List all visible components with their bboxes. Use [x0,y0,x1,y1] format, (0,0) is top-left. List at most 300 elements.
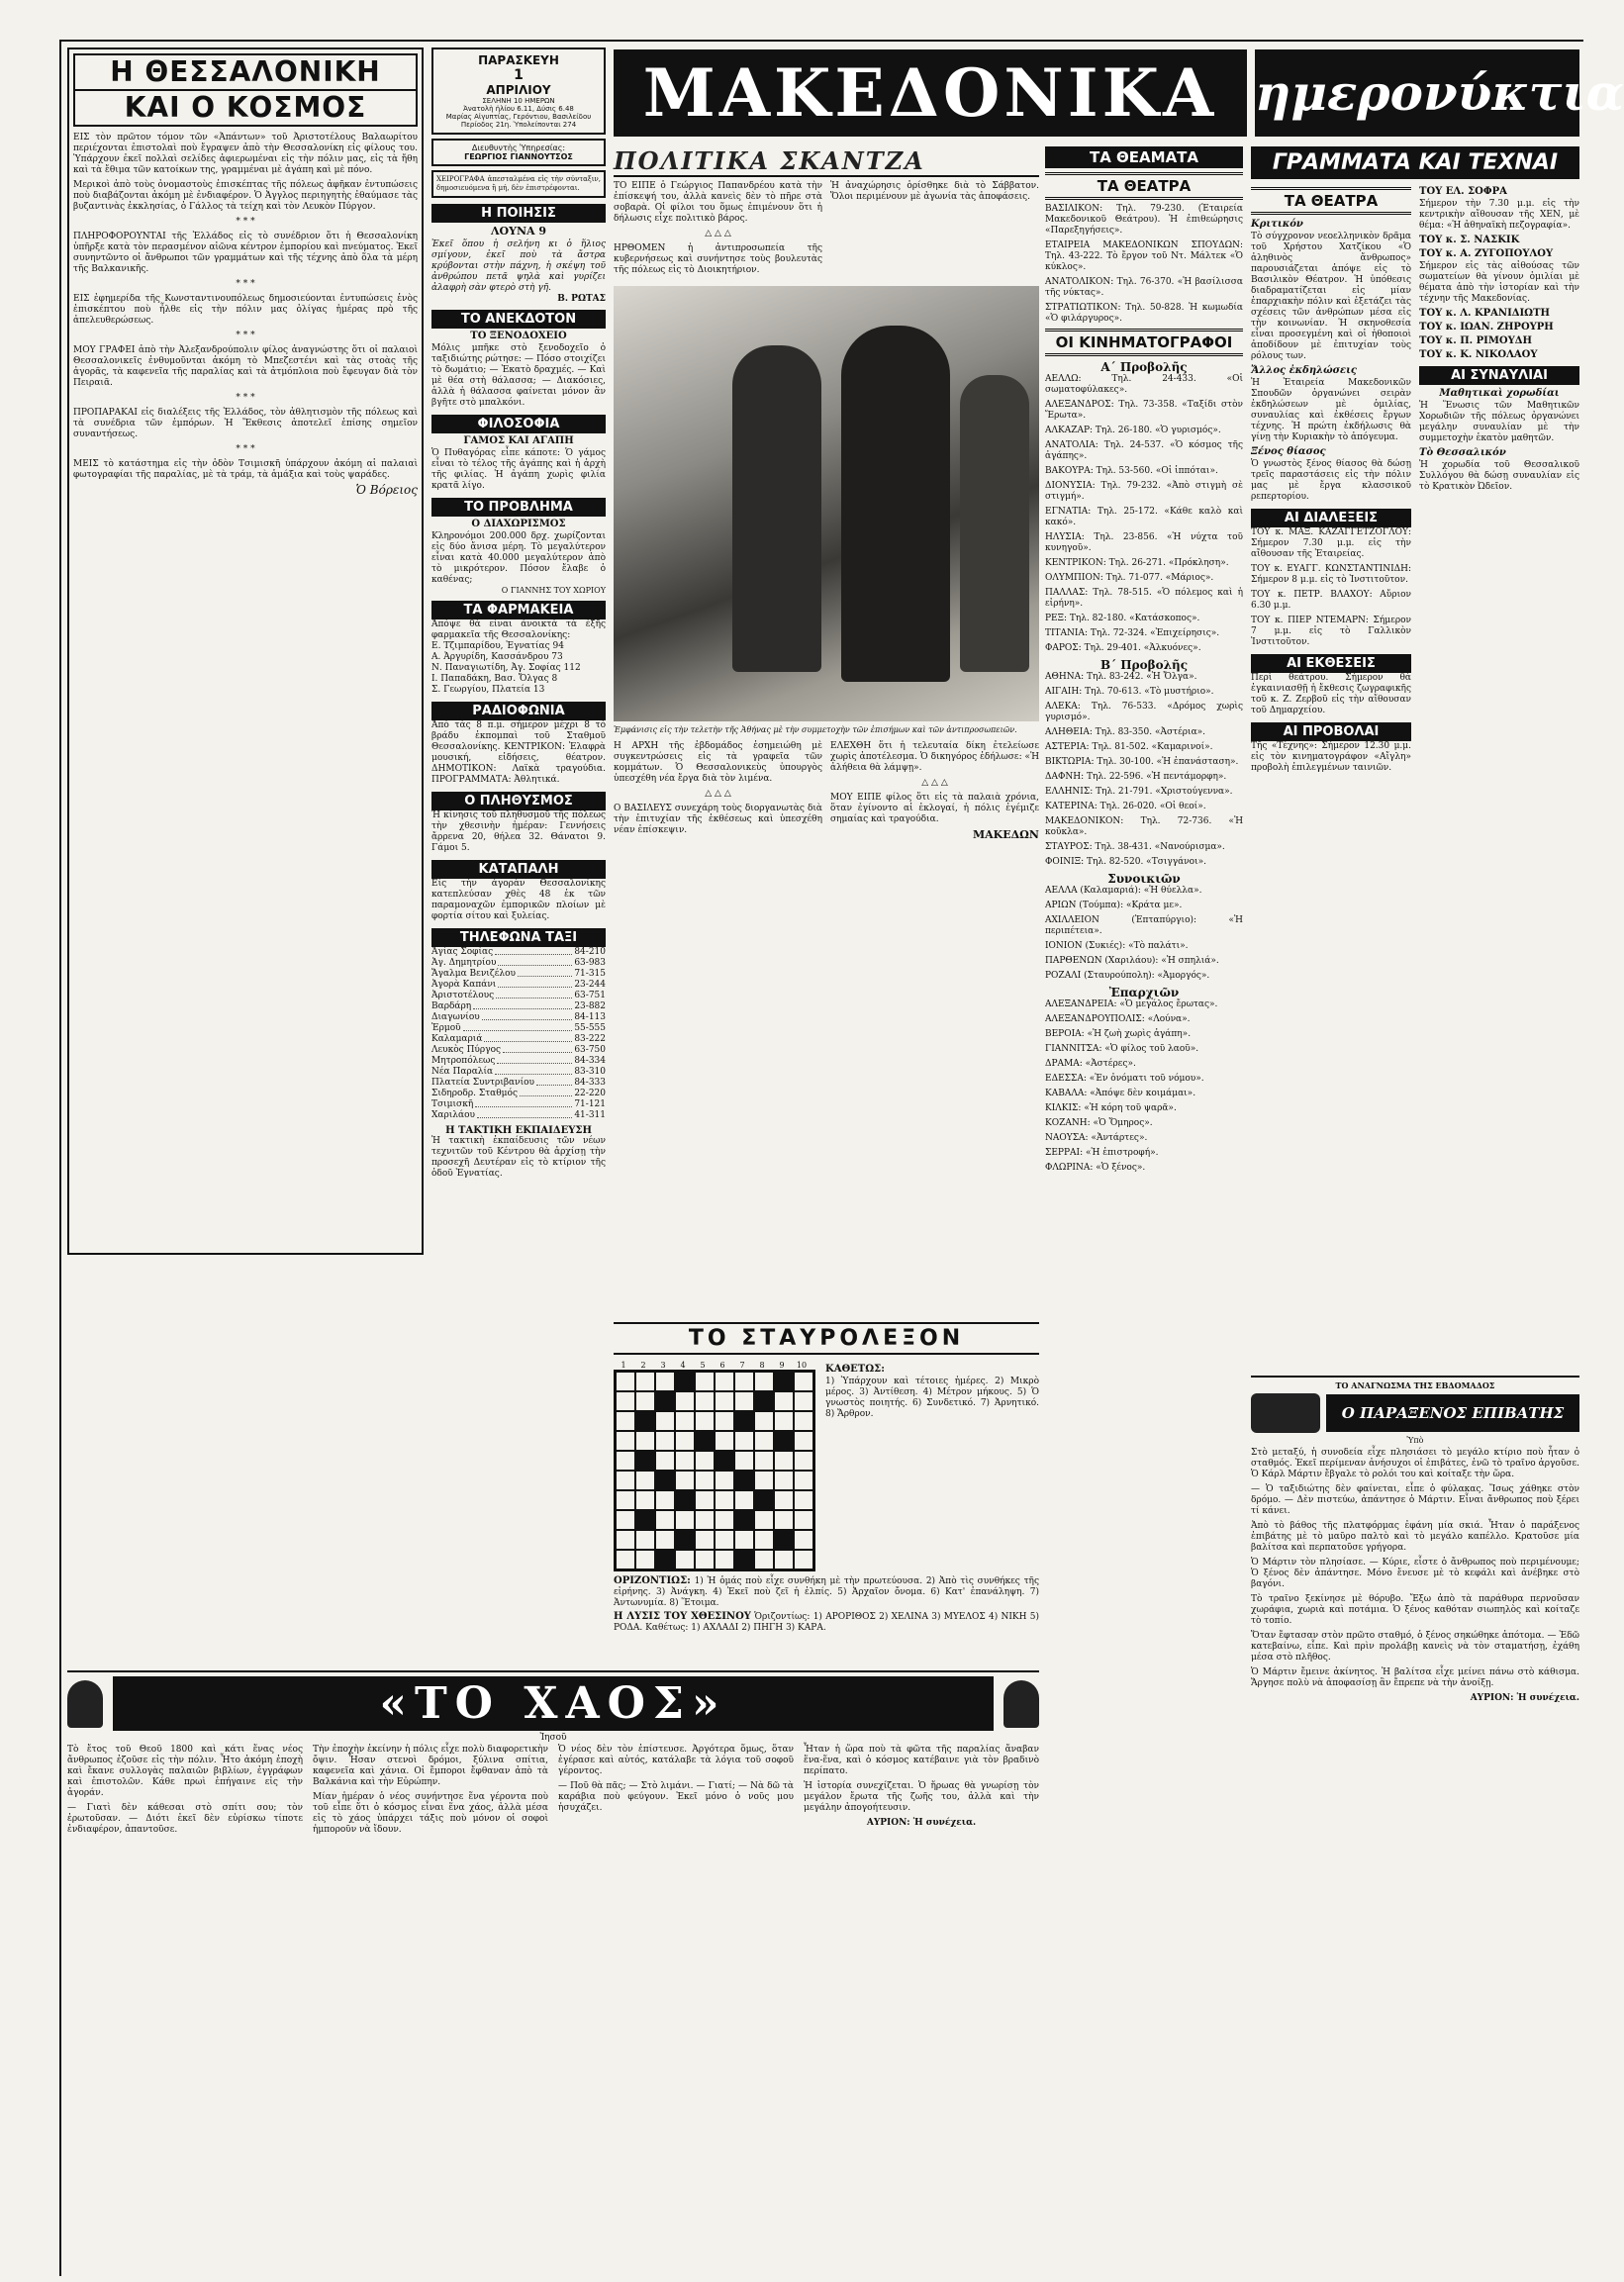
first-run-list [1045,374,1243,654]
speaker-name: ΤΟΥ κ. Σ. ΝΑΣΚΙΚ [1419,235,1520,245]
list-item: ΕΛΛΗΝΙΣ: Τηλ. 21-791. «Χριστούγεννα». [1045,787,1233,797]
list-item: Ε. Τζιμπαρίδου, Ἐγνατίας 94 [431,641,564,651]
crossword-cell [715,1510,734,1530]
list-item: ΚΙΛΚΙΣ: «Ἡ κόρη τοῦ ψαρᾶ». [1045,1103,1177,1113]
taxi-phones-list [431,947,606,1121]
date-num: 1 [514,67,524,83]
taxi-phone-row [431,1089,606,1099]
taxi-stand-name: Ἑρμοῦ [431,1023,461,1033]
arts-theatre-title: ΤΑ ΘΕΑΤΡΑ [1251,187,1411,215]
crossword-cell [655,1490,675,1510]
neighbourhood-list [1045,886,1243,982]
features-column [431,48,606,1255]
list-item: ΠΑΛΛΑΣ: Τηλ. 78-515. «Ὁ πόλεμος καὶ ἡ εἰρήνη». [1045,588,1243,609]
crossword-cell [695,1471,715,1490]
paragraph: ΠΛΗΡΟΦΟΡΟΥΝΤΑΙ τῆς Ἑλλάδος εἰς τὸ συνέδριον ὅτι ἡ Θεσσαλονίκη ὑπῆρξε κατὰ τὸν περασμένον αἰῶνα κέντρον ἐμπορίου καὶ πνεύματος. Ἐκεῖ συνηντῶντο οἱ ἄνθρωποι τῶν γραμμάτων καὶ τῆς τέχνης ἀπὸ ὅλα τὰ μέρη τῆς Βαλκανικῆς. [73,232,418,274]
list-item: ΟΛΥΜΠΙΟΝ: Τηλ. 71-077. «Μάριος». [1045,573,1214,583]
crossword-black-square [675,1372,695,1391]
crossword-black-square [695,1431,715,1451]
leader-dots [463,1023,573,1031]
taxi-phone-row [431,1001,606,1012]
list-item: ΝΑΟΥΣΑ: «Ἀντάρτες». [1045,1133,1148,1143]
paragraph: ΕΛΕΧΘΗ ὅτι ἡ τελευταία δίκη ἐτελείωσε χωρὶς ἀποτέλεσμα. Ὁ δικηγόρος ἐδήλωσε: «Ἡ ἀλήθεια θὰ λάμψῃ». [830,741,1039,773]
crossword-cell [695,1490,715,1510]
crossword-cell [734,1372,754,1391]
list-item: ΤΟΥ κ. ΕΥΑΓΓ. ΚΩΝΣΤΑΝΤΙΝΙΔΗ: Σήμερον 8 μ.μ. εἰς τὸ Ἰνστιτοῦτον. [1251,564,1411,585]
theatres-title: ΤΑ ΘΕΑΤΡΑ [1045,172,1243,200]
crossword-cell [754,1530,774,1550]
crossword-cell [754,1372,774,1391]
column-number: 2 [640,1361,646,1370]
list-item: ΕΔΕΣΣΑ: «Ἐν ὀνόματι τοῦ νόμου». [1045,1074,1204,1084]
separator: * * * [236,444,255,454]
crossword-cell [774,1490,794,1510]
paragraph: Ἡ ἀναχώρησις ὁρίσθηκε διὰ τὸ Σάββατον. Ὅλοι περιμένουν μὲ ἀγωνία τὰς ἀποφάσεις. [830,181,1039,202]
list-item: ΣΕΡΡΑΙ: «Ἡ ἐπιστροφή». [1045,1148,1159,1158]
column-number: 8 [759,1361,765,1370]
crossword-cell [675,1510,695,1530]
crossword-section [614,1322,1039,1663]
crossword-cell [794,1510,813,1530]
list-item: ΚΕΝΤΡΙΚΟΝ: Τηλ. 26-271. «Πρόκληση». [1045,558,1229,568]
second-run-title: Β΄ Προβολῆς [1099,658,1189,672]
figure-illustration-right [1003,1680,1039,1728]
crossword-cell [794,1451,813,1471]
crossword-cell [754,1510,774,1530]
manuscripts-note: ΧΕΙΡΟΓΡΑΦΑ ἀπεσταλμένα εἰς τὴν σύνταξιν, δημοσιευόμενα ἢ μή, δὲν ἐπιστρέφονται. [431,170,606,198]
provinces-list [1045,999,1243,1174]
shows-column [1045,146,1243,2264]
thessalian-title: Τὸ Θεσσαλικόν [1419,447,1506,458]
list-item: ΤΙΤΑΝΙΑ: Τηλ. 72-324. «Ἐπιχείρησις». [1045,628,1220,638]
figure-illustration-left [67,1680,103,1728]
list-item: Ν. Παναγιωτίδη, Ἀγ. Σοφίας 112 [431,663,581,673]
paragraph: ΗΡΘΟΜΕΝ ἡ ἀντιπροσωπεία τῆς κυβερνήσεως καὶ συνήντησε τοὺς βουλευτὰς τῆς πόλεως εἰς τὸ Διοικητήριον. [614,243,822,275]
taxi-stand-name: Λευκὸς Πύργος [431,1045,502,1055]
crossword-cell [695,1510,715,1530]
training-text: Ἡ τακτικὴ ἐκπαίδευσις τῶν νέων τεχνιτῶν τοῦ Κέντρου θὰ ἀρχίσῃ τὴν προσεχῆ Δευτέραν εἰς τὸ κτίριον τῆς ὁδοῦ Ἐγνατίας. [431,1136,606,1179]
crossword-cell [695,1411,715,1431]
crossword-cell [794,1431,813,1451]
poem-name: ΛΟΥΝΑ 9 [490,225,547,238]
paragraph: Ὅταν ἔφτασαν στὸν πρῶτο σταθμό, ὁ ξένος σηκώθηκε ἀπότομα. — Ἐδῶ κατεβαίνω, εἶπε. Καὶ πρὶν προλάβῃ κανεὶς νὰ τὸν σταματήσῃ, ἐχάθη μέσα στὸ πλῆθος. [1251,1631,1579,1663]
talk-title: ΤΟΥ ΕΛ. ΣΟΦΡΑ [1419,186,1507,197]
taxi-phone-number: 84-334 [574,1056,606,1066]
crossword-cell [715,1550,734,1569]
chaos-column-c [558,1745,794,1840]
list-item: ΤΟΥ κ. ΜΑΞ. ΚΑΖΑΓΓΕΤΖΟΓΛΟΥ: Σήμερον 7.30 μ.μ. εἰς τὴν αἴθουσαν τῆς Ἑταιρείας. [1251,527,1411,559]
cinemas-title: ΟΙ ΚΙΝΗΜΑΤΟΓΡΑΦΟΙ [1045,329,1243,356]
crossword-cell [616,1550,635,1569]
crossword-cell [616,1530,635,1550]
politics-section [614,146,1039,1314]
crossword-black-square [734,1510,754,1530]
column-number: 6 [719,1361,725,1370]
photo-figure-right [960,375,1029,672]
list-item: ΙΟΝΙΟΝ (Συκιές): «Τὸ παλάτι». [1045,941,1189,951]
arts-column-a [1251,183,1411,774]
crossword-cell [734,1530,754,1550]
list-item: ΑΕΛΛΑ (Καλαμαριά): «Ἡ θύελλα». [1045,886,1202,896]
paragraph: Στὸ μεταξύ, ἡ συνοδεία εἶχε πλησιάσει τὸ μεγάλο κτίριο ποὺ ἦταν ὁ σταθμός. Ἐκεῖ περίμεναν ἀνήσυχοι οἱ ἐπιβάτες, ἐνῶ τὸ τραῖνο ἀργοῦσε. Ὁ Κάρλ Μάρτιν ἔβγαλε τὸ ρολόι του καὶ κοίταξε τὴν ὥρα. [1251,1448,1579,1479]
taxi-phone-row [431,1067,606,1078]
editor-label: Διευθυντὴς Ὑπηρεσίας: [471,143,566,152]
column-number: 9 [779,1361,785,1370]
taxi-phone-number: 84-113 [574,1012,606,1022]
solution-text: Ὁριζοντίως: 1) ΑΡΟΡΙΘΟΣ 2) ΧΕΛΙΝΑ 3) ΜΥΕΛΟΣ 4) ΝΙΚΗ 5) ΡΟΔΑ. Καθέτως: 1) ΑΧΛΑΔΙ 2) ΠΗΓΗ 3) ΚΑΡΑ. [614,1612,1039,1633]
taxi-phone-row [431,947,606,958]
crossword-cell [774,1411,794,1431]
crossword-black-square [734,1550,754,1569]
leader-dots [495,947,572,955]
crossword-cell [675,1451,695,1471]
shipping-text: Εἰς τὴν ἀγορὰν Θεσσαλονίκης κατεπλεύσαν χθὲς 48 ἐκ τῶν παραμοναχῶν ἐμπορικῶν πλοίων μὲ φορτία σίτου καὶ ξυλείας. [431,879,606,921]
solution-title: Η ΛΥΣΙΣ ΤΟΥ ΧΘΕΣΙΝΟΥ [614,1611,751,1622]
poetry-title: Η ΠΟΙΗΣΙΣ [431,204,606,223]
crossword-cell [675,1550,695,1569]
chaos-column-a [67,1745,303,1840]
politics-text-top [614,181,1039,280]
shows-title: ΤΑ ΘΕΑΜΑΤΑ [1045,146,1243,168]
taxi-phone-number: 63-750 [574,1045,606,1055]
crossword-cell [754,1451,774,1471]
taxi-phone-row [431,1045,606,1056]
list-item: ΑΛΚΑΖΑΡ: Τηλ. 26-180. «Ὁ γυρισμός». [1045,426,1221,435]
list-item: ΚΑΤΕΡΙΝΑ: Τηλ. 26-020. «Οἱ θεοί». [1045,802,1206,811]
arts-section [1251,146,1579,1364]
politics-title: ΠΟΛΙΤΙΚΑ ΣΚΑΝΤΖΑ [614,146,1039,177]
crossword-cell [616,1431,635,1451]
anecdote-text: Μόλις μπῆκε στὸ ξενοδοχεῖο ὁ ταξιδιώτης ρώτησε: — Πόσο στοιχίζει τὸ δωμάτιο; — Ἐκατὸ δραχμές. — Καὶ μὲ θέα στὴ θάλασσα; — Διακόσιες, ἀλλὰ ἡ θάλασσα φαίνεται μόνον ἂν βγῆτε στὸ μπαλκόνι. [431,343,606,408]
paragraph: ΠΡΟΠΑΡΑΚΑΙ εἰς διαλέξεις τῆς Ἑλλάδος, τὸν ἀθλητισμὸν τῆς πόλεως καὶ τὰ συνέδρια τῶν ἐμπόρων. Ἡ Ἔκθεσις ἀποτελεῖ ἐπίσης σημεῖον συναντήσεως. [73,408,418,439]
taxi-stand-name: Ἄγαλμα Βενιζέλου [431,969,516,979]
taxi-stand-name: Σιδηροδρ. Σταθμός [431,1089,518,1098]
list-item: ΑΛΕΞΑΝΔΡΕΙΑ: «Ὁ μεγάλος ἔρωτας». [1045,999,1218,1009]
paragraph: Τὴν ἐποχὴν ἐκείνην ἡ πόλις εἶχε πολὺ διαφορετικὴν ὄψιν. Ἦσαν στενοὶ δρόμοι, ξύλινα σπίτια, καφενεῖα καὶ χάνια. Οἱ ἔμποροι ἔφθαναν ἀπὸ τὰ Βαλκάνια καὶ τὴν Εὐρώπην. [313,1745,548,1787]
paragraph: Η ΑΡΧΗ τῆς ἑβδομάδος ἐσημειώθη μὲ συγκεντρώσεις εἰς τὰ γραφεῖα τῶν κομμάτων. Ὁ Θεσσαλονικεὺς ὑπουργὸς ὑπεσχέθη νέα ἔργα διὰ τὸν λιμένα. [614,741,822,784]
separator: △ △ △ [921,778,948,788]
list-item: ΚΑΒΑΛΑ: «Ἀπόψε δὲν κοιμάμαι». [1045,1089,1196,1098]
crossword-cell [734,1490,754,1510]
list-item: ΚΟΖΑΝΗ: «Ὁ Ὅμηρος». [1045,1118,1153,1128]
taxi-stand-name: Ἀριστοτέλους [431,991,495,1000]
taxi-stand-name: Ἀγ. Δημητρίου [431,958,497,968]
continuation-note: ΑΥΡΙΟΝ: Ἡ συνέχεια. [866,1818,977,1828]
paragraph: Ὁ νέος δὲν τὸν ἐπίστευσε. Ἀργότερα ὅμως, ὅταν ἐγέρασε καὶ αὐτός, κατάλαβε τὰ λόγια τοῦ σοφοῦ γέροντος. [558,1745,794,1776]
philosophy-text: Ὁ Πυθαγόρας εἶπε κάποτε: Ὁ γάμος εἶναι τὸ τέλος τῆς ἀγάπης καὶ ἡ ἀρχὴ τῆς φιλίας. Ἡ ἀγάπη χωρὶς φιλία κρατᾶ λίγο. [431,448,606,491]
pharmacies-title: ΤΑ ΦΑΡΜΑΚΕΙΑ [431,601,606,619]
crossword-cell [774,1550,794,1569]
anecdote-subtitle: ΤΟ ΞΕΝΟΔΟΧΕΙΟ [470,331,567,341]
column-number: 10 [796,1361,808,1370]
speaker-name: ΤΟΥ κ. Λ. ΚΡΑΝΙΔΙΩΤΗ [1419,308,1550,319]
taxi-phone-number: 83-310 [574,1067,606,1077]
taxi-phone-number: 84-210 [574,947,606,957]
taxi-phone-number: 55-555 [574,1023,606,1033]
column-number: 4 [680,1361,686,1370]
screenings-text: Τῆς «Τέχνης»: Σήμερον 12.30 μ.μ. εἰς τὸν κινηματογράφον «Αἴγλη» προβολὴ ἐπιλεγμένων ταινιῶν. [1251,741,1411,773]
list-item: ΜΑΚΕΔΟΝΙΚΟΝ: Τηλ. 72-736. «Ἡ κοῦκλα». [1045,816,1243,837]
column-number: 1 [621,1361,626,1370]
list-item: ΑΧΙΛΛΕΙΟΝ (Ἐπταπύργιο): «Ἡ περιπέτεια». [1045,915,1243,936]
crossword-cell [715,1391,734,1411]
taxi-stand-name: Τσιμισκῆ [431,1099,474,1109]
taxi-stand-name: Πλατεία Συντριβανίου [431,1078,535,1088]
crossword-black-square [715,1451,734,1471]
paragraph: ΜΟΥ ΓΡΑΦΕΙ ἀπὸ τὴν Ἀλεξανδρούπολιν φίλος ἀναγνώστης ὅτι οἱ παλαιοὶ Θεσσαλονικεῖς ἐνθυμοῦνται ἀκόμη τὸ Μπεζεστένι καὶ τὰς στοὰς τῆς ἀγορᾶς, τὰ καφενεῖα τῆς παραλίας καὶ τὰ ἀτμόπλοια ποὺ ἔφευγαν διὰ τὸν Πειραιᾶ. [73,345,418,388]
crossword-grid [614,1370,815,1571]
crossword-cell [794,1391,813,1411]
taxi-phone-number: 41-311 [574,1110,606,1120]
taxi-phone-row [431,958,606,969]
list-item: ΤΟΥ κ. ΠΕΤΡ. ΒΛΑΧΟΥ: Αὔριον 6.30 μ.μ. [1251,590,1411,611]
concerts-title: ΑΙ ΣΥΝΑΥΛΙΑΙ [1419,366,1579,385]
car-illustration [1251,1393,1320,1433]
paragraph: — Ποῦ θὰ πᾶς; — Στὸ λιμάνι. — Γιατί; — Νὰ δῶ τὰ καράβια ποὺ φεύγουν. Ἐκεῖ μόνο ὁ νοῦς μου ἡσυχάζει. [558,1781,794,1813]
exhibitions-title: ΑΙ ΕΚΘΕΣΕΙΣ [1251,654,1411,673]
crossword-cell [695,1550,715,1569]
period-info: Περίοδος 21η. Ὑπολείπονται 274 [460,121,577,129]
taxi-phone-number: 63-751 [574,991,606,1000]
crossword-black-square [774,1372,794,1391]
politics-column-d [830,741,1039,844]
list-item: Ι. Παπαδάκη, Βασ. Ὄλγας 8 [431,674,558,684]
paragraph: Μίαν ἡμέραν ὁ νέος συνήντησε ἕνα γέροντα ποὺ τοῦ εἶπε ὅτι ὁ κόσμος εἶναι ἕνα χάος, ἀλλὰ μέσα εἰς τὸ χάος ὑπάρχει τάξις ποὺ μόνον οἱ σοφοὶ ἠμποροῦν νὰ ἴδουν. [313,1792,548,1835]
crossword-cell [695,1530,715,1550]
separator: △ △ △ [705,229,731,238]
taxi-stand-name: Ἀγορὰ Καπάνι [431,980,497,990]
speaker-name: ΤΟΥ κ. Α. ΖΥΓΟΠΟΥΛΟΥ [1419,248,1554,259]
crossword-cell [655,1411,675,1431]
masthead-subtitle: ημερονύκτια [1255,49,1579,137]
crossword-cell [655,1372,675,1391]
list-item: ΑΕΛΛΩ: Τηλ. 24-433. «Οἱ σωματοφύλακες». [1045,374,1243,395]
critique-title: Κριτικόν [1251,219,1303,230]
paragraph: ΕΙΣ τὸν πρῶτον τόμον τῶν «Ἀπάντων» τοῦ Ἀριστοτέλους Βαλαωρίτου περιέχονται ἐπιστολαὶ ποὺ ἔγραψεν ἀπὸ τὴν Θεσσαλονίκη εἰς φίλους του. Ὑπάρχουν ἐκεῖ πολλαὶ σελίδες ἀφιερωμέναι εἰς τὴν πόλιν μας, εἰς τὰ ἤθη καὶ τὰ ἔθιμα τῶν κατοίκων της, γραμμέναι μὲ ἀγάπη καὶ μὲ πόνο. [73,133,418,175]
list-item: ΠΑΡΘΕΝΩΝ (Χαριλάου): «Ἡ σπηλιά». [1045,956,1219,966]
list-item: ΗΛΥΣΙΑ: Τηλ. 23-856. «Ἡ νύχτα τοῦ κυνηγοῦ». [1045,532,1243,553]
crossword-cell [616,1510,635,1530]
crossword-cell [794,1471,813,1490]
crossword-cell [774,1451,794,1471]
paragraph: ΜΕΙΣ τὸ κατάστημα εἰς τὴν ὁδὸν Τσιμισκῆ ὑπάρχουν ἀκόμη αἱ παλαιαὶ φωτογραφίαι τῆς παραλίας, μὲ τὰ τράμ, τὰ ἁμάξια καὶ τοὺς ψαράδες. [73,459,418,480]
vertical-title: ΚΑΘΕΤΩΣ: [825,1364,885,1375]
story-title: Ο ΠΑΡΑΞΕΝΟΣ ΕΠΙΒΑΤΗΣ [1326,1394,1579,1432]
taxi-phone-number: 23-244 [574,980,606,990]
crossword-cell [695,1451,715,1471]
lectures-title: ΑΙ ΔΙΑΛΕΞΕΙΣ [1251,509,1411,527]
crossword-clues-vertical [825,1361,1039,1571]
screenings-title: ΑΙ ΠΡΟΒΟΛΑΙ [1251,722,1411,741]
crossword-cell [655,1431,675,1451]
column-number: 5 [700,1361,706,1370]
list-item: ΣΤΡΑΤΙΩΤΙΚΟΝ: Τηλ. 50-828. Ἡ κωμωδία «Ὁ φιλάργυρος». [1045,303,1243,324]
list-item: ΑΛΗΘΕΙΑ: Τηλ. 83-350. «Ἀστέρια». [1045,727,1206,737]
paragraph: ΤΟ ΕΙΠΕ ὁ Γεώργιος Παπανδρέου κατὰ τὴν ἐπίσκεψή του, ἀλλὰ κανεὶς δὲν τὸ πῆρε στὰ σοβαρὰ. Οἱ φίλοι του ὅμως ἐπιμένουν ὅτι ἡ δήλωσις εἶχε πολιτικὸ βάρος. [614,181,822,224]
crossword-cell [635,1372,655,1391]
crossword-grid-wrap [614,1361,815,1571]
other-events-title: Ἄλλος ἐκδηλώσεις [1251,365,1358,376]
chaos-title: «ΤΟ ΧΑΟΣ» [113,1676,994,1731]
crossword-black-square [675,1490,695,1510]
provinces-title: Ἐπαρχιῶν [1108,986,1180,999]
crossword-cell [715,1372,734,1391]
crossword-black-square [774,1530,794,1550]
crossword-cell [616,1372,635,1391]
taxi-phone-number: 23-882 [574,1001,606,1011]
crossword-body [614,1361,1039,1571]
taxi-phone-number: 22-220 [574,1089,606,1098]
crossword-column-numbers [614,1361,815,1370]
list-item: ΑΙΓΑΙΗ: Τηλ. 70-613. «Τὸ μυστήριο». [1045,687,1214,697]
crossword-black-square [675,1530,695,1550]
crossword-cell [715,1471,734,1490]
masthead-title: ΜΑΚΕΔΟΝΙΚΑ [614,49,1247,137]
crossword-cell [715,1431,734,1451]
foreign-troupe-title: Ξένος θίασος [1251,446,1326,457]
choirs-subtitle: Μαθητικαὶ χορωδίαι [1439,388,1560,399]
taxi-phone-number: 71-121 [574,1099,606,1109]
crossword-cell [695,1372,715,1391]
crossword-cell [675,1471,695,1490]
paragraph: — Ὁ ταξιδιώτης δὲν φαίνεται, εἶπε ὁ φύλακας. Ἴσως χάθηκε στὸν δρόμο. — Δὲν πιστεύω, ἀπάντησε ὁ Μάρτιν. Εἶναι ἄνθρωπος ποὺ ξέρει τί κάνει. [1251,1484,1579,1516]
crossword-cell [794,1530,813,1550]
philosophy-subtitle: ΓΑΜΟΣ ΚΑΙ ΑΓΑΠΗ [463,435,574,446]
crossword-cell [754,1411,774,1431]
taxi-phone-row [431,969,606,980]
poet-name: Β. ΡΩΤΑΣ [557,294,606,304]
list-item: ΑΣΤΕΡΙΑ: Τηλ. 81-502. «Καμαρινοί». [1045,742,1213,752]
crossword-cell [635,1490,655,1510]
editor-name: ΓΕΩΡΓΙΟΣ ΓΙΑΝΝΟΥΤΣΟΣ [464,152,573,161]
separator: * * * [236,279,255,289]
list-item: ΒΑΚΟΥΡΑ: Τηλ. 53-560. «Οἱ ἱππόται». [1045,466,1218,476]
separator: * * * [236,331,255,340]
leader-dots [518,969,572,977]
population-text: Ἡ κίνησις τοῦ πληθυσμοῦ τῆς πόλεως τὴν χθεσινὴν ἡμέραν: Γεννήσεις ἄρρενα 20, θήλεα 32. Θάνατοι 9. Γάμοι 5. [431,810,606,853]
leader-dots [482,1012,573,1020]
crossword-black-square [734,1471,754,1490]
paragraph: — Γιατὶ δὲν κάθεσαι στὸ σπίτι σου; τὸν ἐρωτοῦσαν. — Διότι ἐκεῖ δὲν εὑρίσκω τίποτε ἐνδιαφέρον, ἀπαντοῦσε. [67,1803,303,1835]
continuation-note: ΑΥΡΙΟΝ: Ἡ συνέχεια. [1470,1693,1579,1703]
vertical-clues: 1) Ὑπάρχουν καὶ τέτοιες ἡμέρες. 2) Μικρὸ μέρος. 3) Ἀντίθεση. 4) Μέτρον μήκους. 5) Ὁ γνωστὸς ποιητής. 6) Συνδετικό. 7) Ἀρνητικό. 8) Ἄρθρον. [825,1377,1039,1419]
story-section [1251,1376,1579,2266]
horizontal-clues: 1) Ἡ ὁμάς ποὺ εἶχε συνθήκη μὲ τὴν πρωτεύουσα. 2) Ἀπὸ τὶς συνθήκες τῆς εἰρήνης. 3) Ἀνάγκη. 4) Ἐκεῖ ποὺ ζεῖ ἡ ἐλπίς. 5) Ἀρχαῖον ὄνομα. 6) Κατ' ἐπανάληψη. 7) Ἀντωνυμία. 8) Ἕτοιμα. [614,1576,1039,1608]
list-item: Α. Ἀργυρίδη, Κασσάνδρου 73 [431,652,563,662]
talk-text: Σήμερον τὴν 7.30 μ.μ. εἰς τὴν κεντρικὴν αἴθουσαν τῆς ΧΕΝ, μὲ θέμα: «Ἡ ἀθηναϊκὴ πεζογραφία». [1419,199,1579,231]
crossword-cell [635,1550,655,1569]
training-title: Η ΤΑΚΤΙΚΗ ΕΚΠΑΙΔΕΥΣΗ [445,1125,592,1136]
date-box [431,48,606,135]
paragraph: Τὸ ἔτος τοῦ Θεοῦ 1800 καὶ κάτι ἕνας νέος ἄνθρωπος ἐζοῦσε εἰς τὴν πόλιν. Ἦτο ἀκόμη ἐποχὴ καὶ ἔκανε συλλογὰς παλαιῶν βιβλίων, ἐγγράφων καὶ ἐπιστολῶν. Κάθε πρωὶ ἐπήγαινε εἰς τὴν ἀγοράν. [67,1745,303,1798]
column-body [73,133,418,496]
column-number: 7 [739,1361,745,1370]
choirs-text: Ἡ Ἕνωσις τῶν Μαθητικῶν Χορωδιῶν τῆς πόλεως ὀργανώνει μεγάλην συναυλίαν μὲ τὴν συμμετοχὴν ἑκατὸν μαθητῶν. [1419,401,1579,443]
taxi-phone-number: 83-222 [574,1034,606,1044]
crossword-cell [794,1550,813,1569]
anecdote-title: ΤΟ ΑΝΕΚΔΟΤΟΝ [431,310,606,329]
crossword-cell [635,1471,655,1490]
problem-signature: Ο ΓΙΑΝΝΗΣ ΤΟΥ ΧΩΡΙΟΥ [501,586,606,595]
masthead [614,49,1624,141]
speakers-text: Σήμερον εἰς τὰς αἰθούσας τῶν σωματείων θὰ γίνουν ὁμιλίαι μὲ θέματα ἀπὸ τὴν ἱστορίαν καὶ τὴν τέχνην τῆς Μακεδονίας. [1419,261,1579,304]
paragraph: Ο ΒΑΣΙΛΕΥΣ συνεχάρη τοὺς διοργανωτὰς διὰ τὴν ἐπιτυχίαν τῆς ἐκθέσεως καὶ ὑπεσχέθη νέαν ἐπίσκεψιν. [614,804,822,835]
taxi-stand-name: Ἀγίας Σοφίας [431,947,494,957]
moon-info: ΣΕΛΗΝΗ 10 ΗΜΕΡΩΝ [482,97,555,105]
critique-text: Τὸ σύγχρονον νεοελληνικὸν δρᾶμα τοῦ Χρήστου Χατζίκου «Ὁ ἀληθινὸς ἄνθρωπος» παρουσιάζεται ἀπόψε εἰς τὸ Βασιλικὸν Θέατρον. Ἡ ὑπόθεσις διαδραματίζεται εἰς μίαν ἐπαρχιακὴν πόλιν καὶ ἐξετάζει τὰς σχέσεις τῶν ἀνθρώπων μέσα εἰς τὴν κοινωνίαν. Ἡ σκηνοθεσία εἶναι προσεγμένη καὶ οἱ ἠθοποιοὶ ἀποδίδουν μὲ ἐπιτυχίαν τοὺς ρόλους των. [1251,232,1411,361]
crossword-solution [614,1611,1039,1634]
crossword-cell [794,1372,813,1391]
crossword-black-square [754,1391,774,1411]
news-photo [614,286,1039,721]
chaos-section [67,1670,1039,2269]
list-item: ΡΕΞ: Τηλ. 82-180. «Κατάσκοπος». [1045,614,1200,623]
paragraph: Ἡ ἱστορία συνεχίζεται. Ὁ ἥρωας θὰ γνωρίσῃ τὸν μεγάλον ἔρωτα τῆς ζωῆς του, ἀλλὰ καὶ τὴν μεγάλην ἀπογοήτευσιν. [804,1781,1039,1813]
paragraph: Ἦταν ἡ ὥρα ποὺ τὰ φῶτα τῆς παραλίας ἄναβαν ἕνα-ἕνα, καὶ ὁ κόσμος κατέβαινε γιὰ τὸν βραδινὸ περίπατο. [804,1745,1039,1776]
radio-text: Ἀπὸ τὰς 8 π.μ. σήμερον μέχρι 8 τὸ βράδυ ἐκπομπαὶ τοῦ Σταθμοῦ Θεσσαλονίκης. ΚΕΝΤΡΙΚΟΝ: Ἐλαφρὰ μουσική, εἰδήσεις, θέατρον. ΔΗΜΟΤΙΚΟΝ: Λαϊκὰ τραγούδια. ΠΡΟΓΡΑΜΜΑΤΑ: Ἀθλητικά. [431,720,606,785]
crossword-black-square [655,1391,675,1411]
crossword-cell [635,1431,655,1451]
list-item: Σ. Γεωργίου, Πλατεία 13 [431,685,545,695]
list-item: ΒΑΣΙΛΙΚΟΝ: Τηλ. 79-230. (Ἑταιρεία Μακεδονικοῦ Θεάτρου). Ἡ ἐπιθεώρησις «Παρεξηγήσεις». [1045,204,1243,236]
taxi-phone-row [431,991,606,1001]
poem-text: Ἐκεῖ ὅπου ἡ σελήνη κι ὁ ἥλιος σμίγουν, ἐκεῖ ποὺ τὰ ἄστρα κρύβονται στὴν πάχνη, ἡ σκέψη τοῦ ἀνθρώπου πετᾶ ψηλὰ καὶ γυρίζει ἀλαφρὴ σὰν φτερὸ στὴ γῆ. [431,239,606,293]
crossword-cell [616,1471,635,1490]
taxi-phone-row [431,1056,606,1067]
taxi-phone-number: 63-983 [574,958,606,968]
taxi-phone-number: 84-333 [574,1078,606,1088]
paragraph: Ἀπὸ τὸ βάθος τῆς πλατφόρμας ἐφάνη μία σκιά. Ἦταν ὁ παράξενος ἐπιβάτης μὲ τὸ μαῦρο παλτὸ καὶ τὸ μεγάλο καπέλλο. Κρατοῦσε μία βαλίτσα καὶ περπατοῦσε γρήγορα. [1251,1521,1579,1553]
crossword-cell [695,1391,715,1411]
thessaloniki-column [67,48,424,1255]
crossword-cell [774,1510,794,1530]
list-item: ΒΙΚΤΩΡΙΑ: Τηλ. 30-100. «Ἡ ἐπανάσταση». [1045,757,1239,767]
leader-dots [536,1078,572,1086]
photo-figure-left [732,345,821,672]
chaos-column-d [804,1745,1039,1840]
crossword-cell [734,1431,754,1451]
foreign-troupe-text: Ὁ γνωστὸς ξένος θίασος θὰ δώσῃ τρεῖς παραστάσεις εἰς τὴν πόλιν μας μὲ ἔργα κλασσικοῦ ρεπερτορίου. [1251,459,1411,502]
crossword-cell [734,1391,754,1411]
taxi-phone-row [431,1099,606,1110]
crossword-cell [635,1391,655,1411]
list-item: ΑΛΕΚΑ: Τηλ. 76-533. «Δρόμος χωρὶς γυρισμό». [1045,702,1243,722]
leader-dots [497,1056,572,1064]
problem-text: Κληρονόμοι 200.000 δρχ. χωρίζονται εἰς δύο ἄνισα μέρη. Τὸ μεγαλύτερον εἶναι κατὰ 40.000 μεγαλύτερον ἀπὸ τὸ μικρότερον. Πόσον ἔλαβε ὁ καθένας; [431,531,606,585]
chaos-columns [67,1745,1039,1840]
crossword-black-square [655,1471,675,1490]
crossword-cell [754,1550,774,1569]
editor-box [431,139,606,166]
speaker-name: ΤΟΥ κ. Κ. ΝΙΚΟΛΑΟΥ [1419,349,1538,360]
list-item: ΕΓΝΑΤΙΑ: Τηλ. 25-172. «Κάθε καλὸ καὶ κακό». [1045,507,1243,527]
crossword-cell [675,1411,695,1431]
chaos-subtitle: Ἰησοῦ [539,1733,567,1743]
population-title: Ο ΠΛΗΘΥΣΜΟΣ [431,792,606,810]
crossword-cell [655,1451,675,1471]
taxi-stand-name: Καλαμαριά [431,1034,483,1044]
leader-dots [498,958,572,966]
other-events-text: Ἡ Ἑταιρεία Μακεδονικῶν Σπουδῶν ὀργανώνει σειρὰν ἐκδηλώσεων μὲ ὁμιλίας, συναυλίας καὶ ἐκθέσεις ἔργων τέχνης. Ἡ πρώτη ἐκδήλωσις θὰ γίνῃ τὴν Κυριακὴν τὸ ἀπόγευμα. [1251,378,1411,442]
taxi-phones-title: ΤΗΛΕΦΩΝΑ ΤΑΞΙ [431,928,606,947]
crossword-cell [734,1451,754,1471]
list-item: ΑΘΗΝΑ: Τηλ. 83-242. «Ἡ Ὄλγα». [1045,672,1197,682]
leader-dots [473,1001,572,1009]
taxi-stand-name: Βαρδάρη [431,1001,472,1011]
lectures-list [1251,527,1411,648]
leader-dots [496,991,572,998]
list-item: ΦΟΙΝΙΞ: Τηλ. 82-520. «Τσιγγάνοι». [1045,857,1206,867]
